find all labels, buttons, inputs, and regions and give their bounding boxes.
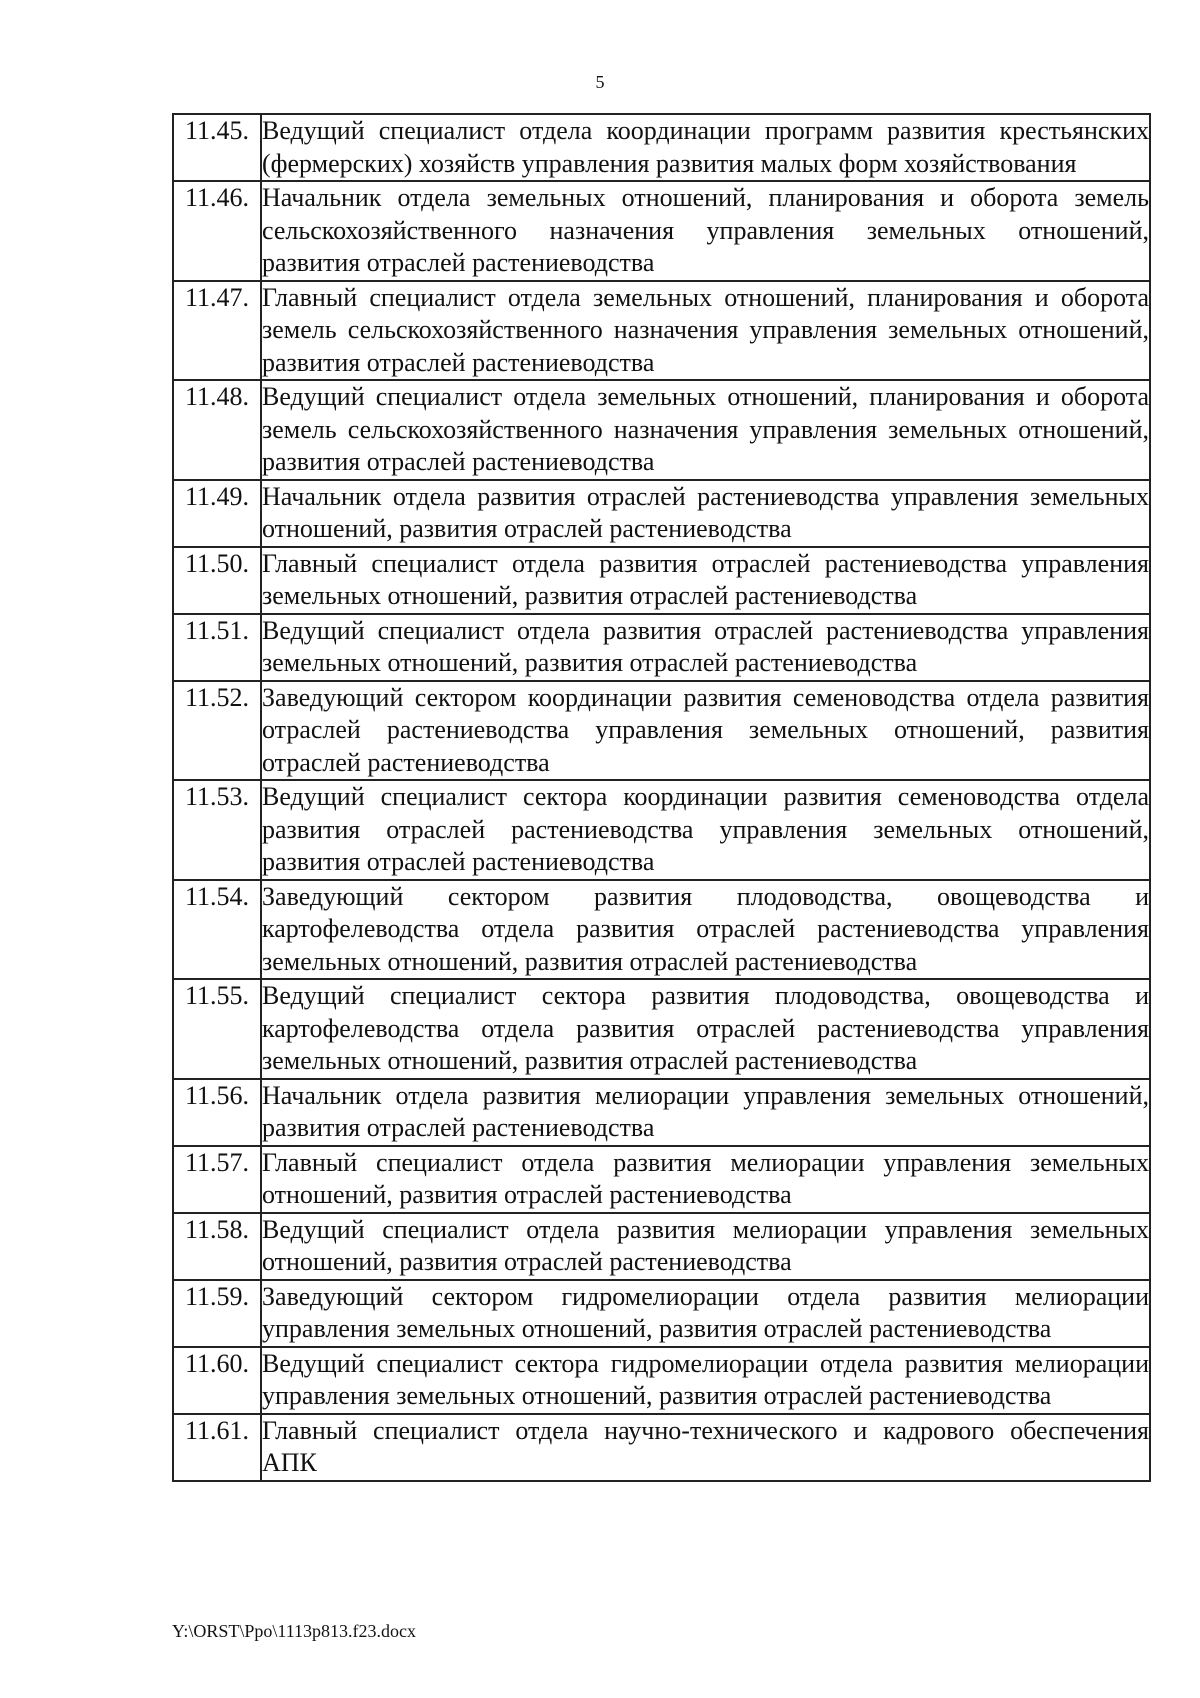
position-title: Начальник отдела земельных отношений, планирования и оборота земель сельскохозяйственного назначения управления земельных отношений, развития отраслей растениеводства: [261, 181, 1150, 281]
position-title: Ведущий специалист сектора развития плодоводства, овощеводства и картофелеводства отдела развития отраслей растениеводства управления земельных отношений, развития отраслей растениеводства: [261, 979, 1150, 1079]
row-number: 11.48.: [173, 380, 261, 480]
row-number: 11.47.: [173, 281, 261, 381]
row-number: 11.50.: [173, 547, 261, 614]
table-row: [173, 979, 1150, 1079]
row-number: 11.58.: [173, 1213, 261, 1280]
position-title: Ведущий специалист отдела развития мелиорации управления земельных отношений, развития отраслей растениеводства: [261, 1213, 1150, 1280]
row-number: 11.45.: [173, 114, 261, 181]
position-title: Ведущий специалист отдела развития отраслей растениеводства управления земельных отношений, развития отраслей растениеводства: [261, 614, 1150, 681]
table-row: [173, 681, 1150, 781]
position-title: Начальник отдела развития отраслей растениеводства управления земельных отношений, развития отраслей растениеводства: [261, 480, 1150, 547]
row-number: 11.55.: [173, 979, 261, 1079]
row-number: 11.57.: [173, 1146, 261, 1213]
position-title: Ведущий специалист сектора гидромелиорации отдела развития мелиорации управления земельных отношений, развития отраслей растениеводства: [261, 1347, 1150, 1414]
row-number: 11.53.: [173, 780, 261, 880]
table-row: [173, 1079, 1150, 1146]
position-title: Ведущий специалист сектора координации развития семеноводства отдела развития отраслей растениеводства управления земельных отношений, развития отраслей растениеводства: [261, 780, 1150, 880]
position-title: Заведующий сектором координации развития семеноводства отдела развития отраслей растениеводства управления земельных отношений, развития отраслей растениеводства: [261, 681, 1150, 781]
row-number: 11.52.: [173, 681, 261, 781]
position-title: Заведующий сектором развития плодоводства, овощеводства и картофелеводства отдела развития отраслей растениеводства управления земельных отношений, развития отраслей растениеводства: [261, 880, 1150, 980]
position-title: Главный специалист отдела научно-технического и кадрового обеспечения АПК: [261, 1414, 1150, 1481]
row-number: 11.60.: [173, 1347, 261, 1414]
table-row: [173, 1146, 1150, 1213]
position-title: Ведущий специалист отдела земельных отношений, планирования и оборота земель сельскохозяйственного назначения управления земельных отношений, развития отраслей растениеводства: [261, 380, 1150, 480]
row-number: 11.51.: [173, 614, 261, 681]
position-title: Начальник отдела развития мелиорации управления земельных отношений, развития отраслей растениеводства: [261, 1079, 1150, 1146]
table-row: [173, 1213, 1150, 1280]
row-number: 11.56.: [173, 1079, 261, 1146]
position-title: Ведущий специалист отдела координации программ развития крестьянских (фермерских) хозяйств управления развития малых форм хозяйствования: [261, 114, 1150, 181]
position-title: Главный специалист отдела развития мелиорации управления земельных отношений, развития отраслей растениеводства: [261, 1146, 1150, 1213]
position-title: Главный специалист отдела земельных отношений, планирования и оборота земель сельскохозяйственного назначения управления земельных отношений, развития отраслей растениеводства: [261, 281, 1150, 381]
document-file-path: Y:\ORST\Ppo\1113p813.f23.docx: [172, 1621, 417, 1641]
table-row: [173, 281, 1150, 381]
row-number: 11.61.: [173, 1414, 261, 1481]
page-number: 5: [595, 72, 605, 92]
position-title: Главный специалист отдела развития отраслей растениеводства управления земельных отношений, развития отраслей растениеводства: [261, 547, 1150, 614]
row-number: 11.59.: [173, 1280, 261, 1347]
positions-table: [172, 113, 1151, 1482]
table-row: [173, 181, 1150, 281]
table-row: [173, 1414, 1150, 1481]
table-row: [173, 1280, 1150, 1347]
table-row: [173, 780, 1150, 880]
table-row: [173, 380, 1150, 480]
row-number: 11.54.: [173, 880, 261, 980]
row-number: 11.46.: [173, 181, 261, 281]
row-number: 11.49.: [173, 480, 261, 547]
table-row: [173, 614, 1150, 681]
table-row: [173, 114, 1150, 181]
position-title: Заведующий сектором гидромелиорации отдела развития мелиорации управления земельных отношений, развития отраслей растениеводства: [261, 1280, 1150, 1347]
table-row: [173, 1347, 1150, 1414]
table-row: [173, 480, 1150, 547]
table-row: [173, 880, 1150, 980]
table-row: [173, 547, 1150, 614]
